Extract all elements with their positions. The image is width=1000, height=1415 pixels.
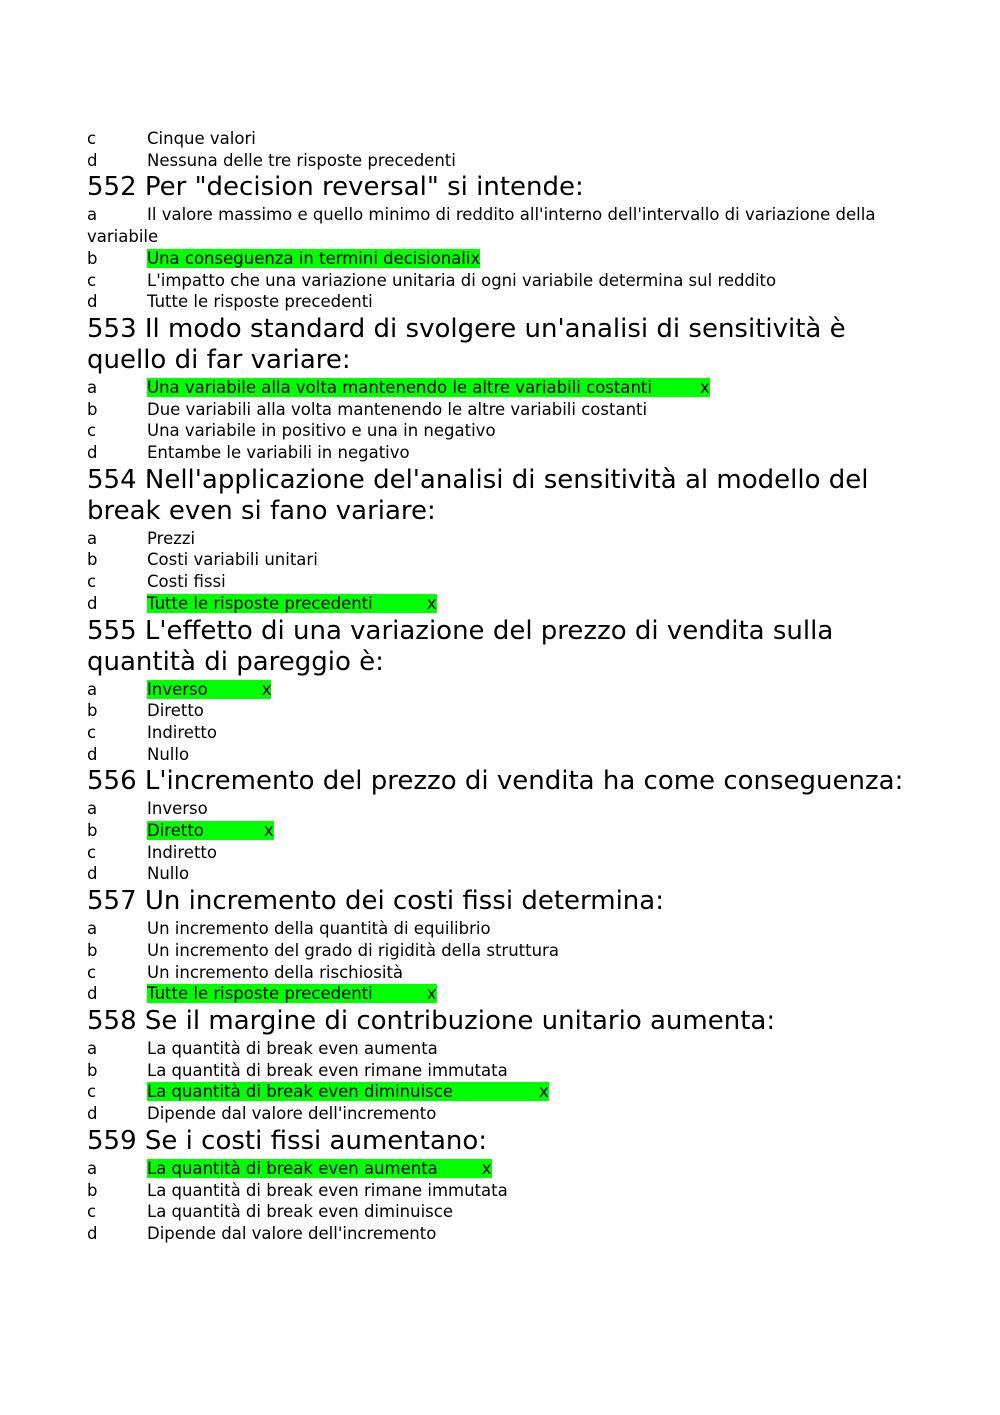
option-text: Cinque valori [147, 129, 256, 148]
option-row [87, 420, 917, 442]
option-text: Una variabile in positivo e una in negativo [147, 421, 496, 441]
option-letter: d [87, 443, 98, 463]
option-letter: c [87, 1202, 97, 1222]
option-row [87, 940, 917, 962]
option-text: Indiretto [147, 842, 217, 862]
option-letter: a [87, 377, 98, 397]
option-row [87, 842, 917, 864]
option-row [87, 1158, 917, 1180]
option-row [87, 571, 917, 593]
option-text: Prezzi [147, 528, 196, 548]
option-row [87, 291, 917, 313]
option-letter: b [87, 1060, 98, 1080]
option-text: Entambe le variabili in negativo [147, 443, 410, 463]
option-text: Il valore massimo e quello minimo di reddito all'interno dell'intervallo di variazione della variabile [87, 205, 876, 247]
option-row [87, 700, 917, 722]
correct-answer-highlight [147, 1082, 549, 1101]
option-text: Nessuna delle tre risposte precedenti [147, 150, 456, 170]
option-letter: d [87, 593, 98, 613]
option-letter: b [87, 550, 98, 570]
question-title: 557 Un incremento dei costi fissi determina: [87, 886, 664, 917]
option-text: L'impatto che una variazione unitaria di ogni variabile determina sul reddito [147, 270, 777, 290]
option-letter: c [87, 270, 97, 290]
option-row [87, 1201, 917, 1223]
option-text: Indiretto [147, 722, 217, 742]
option-text: La quantità di break even aumenta [147, 1158, 438, 1178]
option-row [87, 798, 917, 820]
option-letter: d [87, 1223, 98, 1243]
option-letter: a [87, 919, 98, 939]
option-row [87, 128, 917, 150]
option-text: La quantità di break even rimane immutata [147, 1180, 508, 1200]
option-row [87, 679, 917, 701]
option-text: Tutte le risposte precedenti [147, 292, 373, 312]
option-letter: c [87, 842, 97, 862]
correct-answer-highlight [147, 984, 437, 1003]
option-text: Costi variabili unitari [147, 550, 318, 570]
option-row [87, 820, 917, 842]
option-letter: a [87, 1038, 98, 1058]
option-letter: c [87, 572, 97, 592]
option-row [87, 270, 787, 292]
option-row [87, 744, 917, 766]
question-title: 558 Se il margine di contribuzione unitario aumenta: [87, 1005, 776, 1036]
option-text: Diretto [147, 701, 204, 721]
option-letter: c [87, 421, 97, 441]
correct-answer-highlight [147, 680, 271, 699]
option-row [87, 863, 917, 885]
option-letter: d [87, 744, 98, 764]
option-row [87, 204, 917, 247]
correct-answer-highlight [147, 1159, 492, 1178]
answer-mark: x [263, 821, 274, 841]
option-letter: c [87, 129, 97, 148]
option-row [87, 1081, 917, 1103]
correct-answer-highlight [147, 378, 710, 397]
option-text: Tutte le risposte precedenti [147, 984, 373, 1004]
option-row [87, 150, 917, 172]
option-text: La quantità di break even aumenta [147, 1038, 438, 1058]
option-text: Un incremento della rischiosità [147, 962, 404, 982]
option-row [87, 722, 917, 744]
option-row [87, 1223, 917, 1245]
option-letter: a [87, 1158, 98, 1178]
option-letter: b [87, 940, 98, 960]
correct-answer-highlight [147, 594, 437, 613]
option-row [87, 1038, 917, 1060]
answer-mark: x [699, 377, 710, 397]
option-letter: d [87, 864, 98, 884]
option-row [87, 983, 917, 1005]
option-letter: b [87, 248, 98, 268]
option-row [87, 399, 917, 421]
option-text: Costi fissi [147, 572, 226, 592]
option-letter: d [87, 1104, 98, 1124]
answer-mark: x [426, 984, 437, 1004]
option-text: La quantità di break even rimane immutata [147, 1060, 508, 1080]
option-letter: b [87, 821, 98, 841]
question-title: 559 Se i costi fissi aumentano: [87, 1125, 488, 1156]
option-letter: a [87, 679, 98, 699]
document-page [87, 128, 917, 1245]
option-letter: c [87, 1082, 97, 1102]
option-letter: a [87, 528, 98, 548]
option-text: Inverso [147, 679, 208, 699]
option-letter: d [87, 292, 98, 312]
option-text: Tutte le risposte precedenti [147, 593, 373, 613]
option-text: Dipende dal valore dell'incremento [147, 1104, 437, 1124]
option-row [87, 1180, 917, 1202]
option-letter: a [87, 799, 98, 819]
option-row [87, 1103, 917, 1125]
option-row [87, 442, 917, 464]
option-text: Inverso [147, 799, 208, 819]
option-text: Un incremento della quantità di equilibrio [147, 919, 491, 939]
option-text: Nullo [147, 864, 190, 884]
option-letter: b [87, 701, 98, 721]
question-title: 553 Il modo standard di svolgere un'analisi di sensitività è quello di far variare: [87, 313, 846, 375]
question-title: 552 Per "decision reversal" si intende: [87, 172, 584, 203]
answer-mark: x [481, 1158, 492, 1178]
option-row [87, 962, 917, 984]
option-row [87, 918, 917, 940]
question-title: 555 L'effetto di una variazione del prezzo di vendita sulla quantità di pareggio è: [87, 615, 834, 677]
option-letter: b [87, 1180, 98, 1200]
option-row [87, 549, 917, 571]
answer-mark: x [426, 593, 437, 613]
correct-answer-highlight: Una conseguenza in termini decisionalix [147, 248, 481, 268]
option-letter: d [87, 150, 98, 170]
answer-mark: x [261, 679, 272, 699]
option-text: Una variabile alla volta mantenendo le altre variabili costanti [147, 377, 652, 397]
option-row [87, 593, 917, 615]
option-letter: b [87, 399, 98, 419]
option-text: Diretto [147, 821, 204, 841]
option-letter: a [87, 205, 98, 225]
option-row [87, 377, 917, 399]
question-title: 556 L'incremento del prezzo di vendita ha come conseguenza: [87, 766, 904, 797]
option-row [87, 528, 917, 550]
answer-mark: x [539, 1082, 549, 1102]
option-letter: c [87, 962, 97, 982]
option-text: La quantità di break even diminuisce [147, 1202, 453, 1222]
option-text: Un incremento del grado di rigidità della struttura [147, 940, 559, 960]
question-title: 554 Nell'applicazione del'analisi di sensitività al modello del break even si fano variare: [87, 464, 869, 526]
option-text: La quantità di break even diminuisce [147, 1082, 453, 1102]
option-text: Dipende dal valore dell'incremento [147, 1223, 437, 1243]
option-letter: c [87, 722, 97, 742]
option-row [87, 1060, 917, 1082]
option-text: Nullo [147, 744, 190, 764]
option-row [87, 248, 917, 270]
correct-answer-highlight [147, 821, 274, 840]
option-text: Due variabili alla volta mantenendo le altre variabili costanti [147, 399, 648, 419]
option-letter: d [87, 984, 98, 1004]
